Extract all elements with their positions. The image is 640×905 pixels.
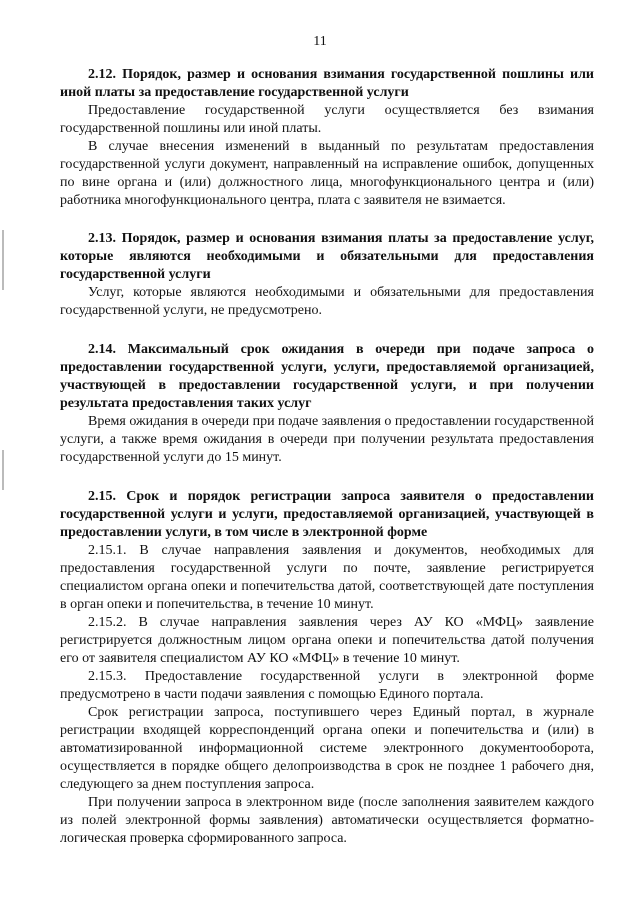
scan-edge-mark — [2, 230, 4, 290]
paragraph: Срок регистрации запроса, поступившего через Единый портал, в журнале регистрации входящей корреспонденций органа опеки и попечительства и (или) в автоматизированной информационной системе электронного документооборота, осуществляется в порядке общего делопроизводства в срок не позднее 1 рабочего дня, следующего за днем поступления запроса. — [60, 705, 594, 792]
section-2-13 — [60, 230, 594, 320]
page-number: 11 — [313, 34, 327, 49]
section-heading: 2.15. Срок и порядок регистрации запроса заявителя о предоставлении государственной услуги и услуги, предоставляемой организацией, участвующей в предоставлении услуги, в том числе в электронной форме — [60, 489, 594, 540]
section-2-12 — [60, 66, 594, 210]
paragraph: При получении запроса в электронном виде (после заполнения заявителем каждого из полей электронной формы заявления) автоматически осуществляется форматно-логическая проверка сформированного запроса. — [60, 795, 594, 846]
section-2-15 — [60, 488, 594, 848]
paragraph: 2.15.2. В случае направления заявления через АУ КО «МФЦ» заявление регистрируется должностным лицом органа опеки и попечительства датой получения его от заявителя специалистом АУ КО «МФЦ» в течение 10 минут. — [60, 615, 594, 666]
paragraph: В случае внесения изменений в выданный по результатам предоставления государственной услуги документ, направленный на исправление ошибок, допущенных по вине органа и (или) должностного лица, многофункционального центра и (или) работника многофункционального центра, плата с заявителя не взимается. — [60, 139, 594, 208]
section-heading: 2.14. Максимальный срок ожидания в очереди при подаче запроса о предоставлении государственной услуги, услуги, предоставляемой организацией, участвующей в предоставлении государственной услуги, и при получении результата предоставления таких услуг — [60, 342, 594, 411]
paragraph: Предоставление государственной услуги осуществляется без взимания государственной пошлины или иной платы. — [60, 103, 594, 136]
paragraph: 2.15.3. Предоставление государственной услуги в электронной форме предусмотрено в части подачи заявления с помощью Единого портала. — [60, 669, 594, 702]
scan-edge-mark — [2, 450, 4, 490]
paragraph: Услуг, которые являются необходимыми и обязательными для предоставления государственной услуги, не предусмотрено. — [60, 285, 594, 318]
paragraph: Время ожидания в очереди при подаче заявления о предоставлении государственной услуги, а также время ожидания в очереди при получении результата предоставления государственной услуги до 15 минут. — [60, 414, 595, 465]
paragraph: 2.15.1. В случае направления заявления и документов, необходимых для предоставления государственной услуги по почте, заявление регистрируется специалистом органа опеки и попечительства датой, соответствующей дате поступления в орган опеки и попечительства, в течение 10 минут. — [60, 543, 594, 612]
document-body — [60, 66, 594, 848]
section-heading: 2.13. Порядок, размер и основания взимания платы за предоставление услуг, которые являются необходимыми и обязательными для предоставления государственной услуги — [60, 231, 594, 282]
section-2-14 — [60, 341, 594, 467]
section-heading: 2.12. Порядок, размер и основания взимания государственной пошлины или иной платы за предоставление государственной услуги — [60, 67, 594, 100]
